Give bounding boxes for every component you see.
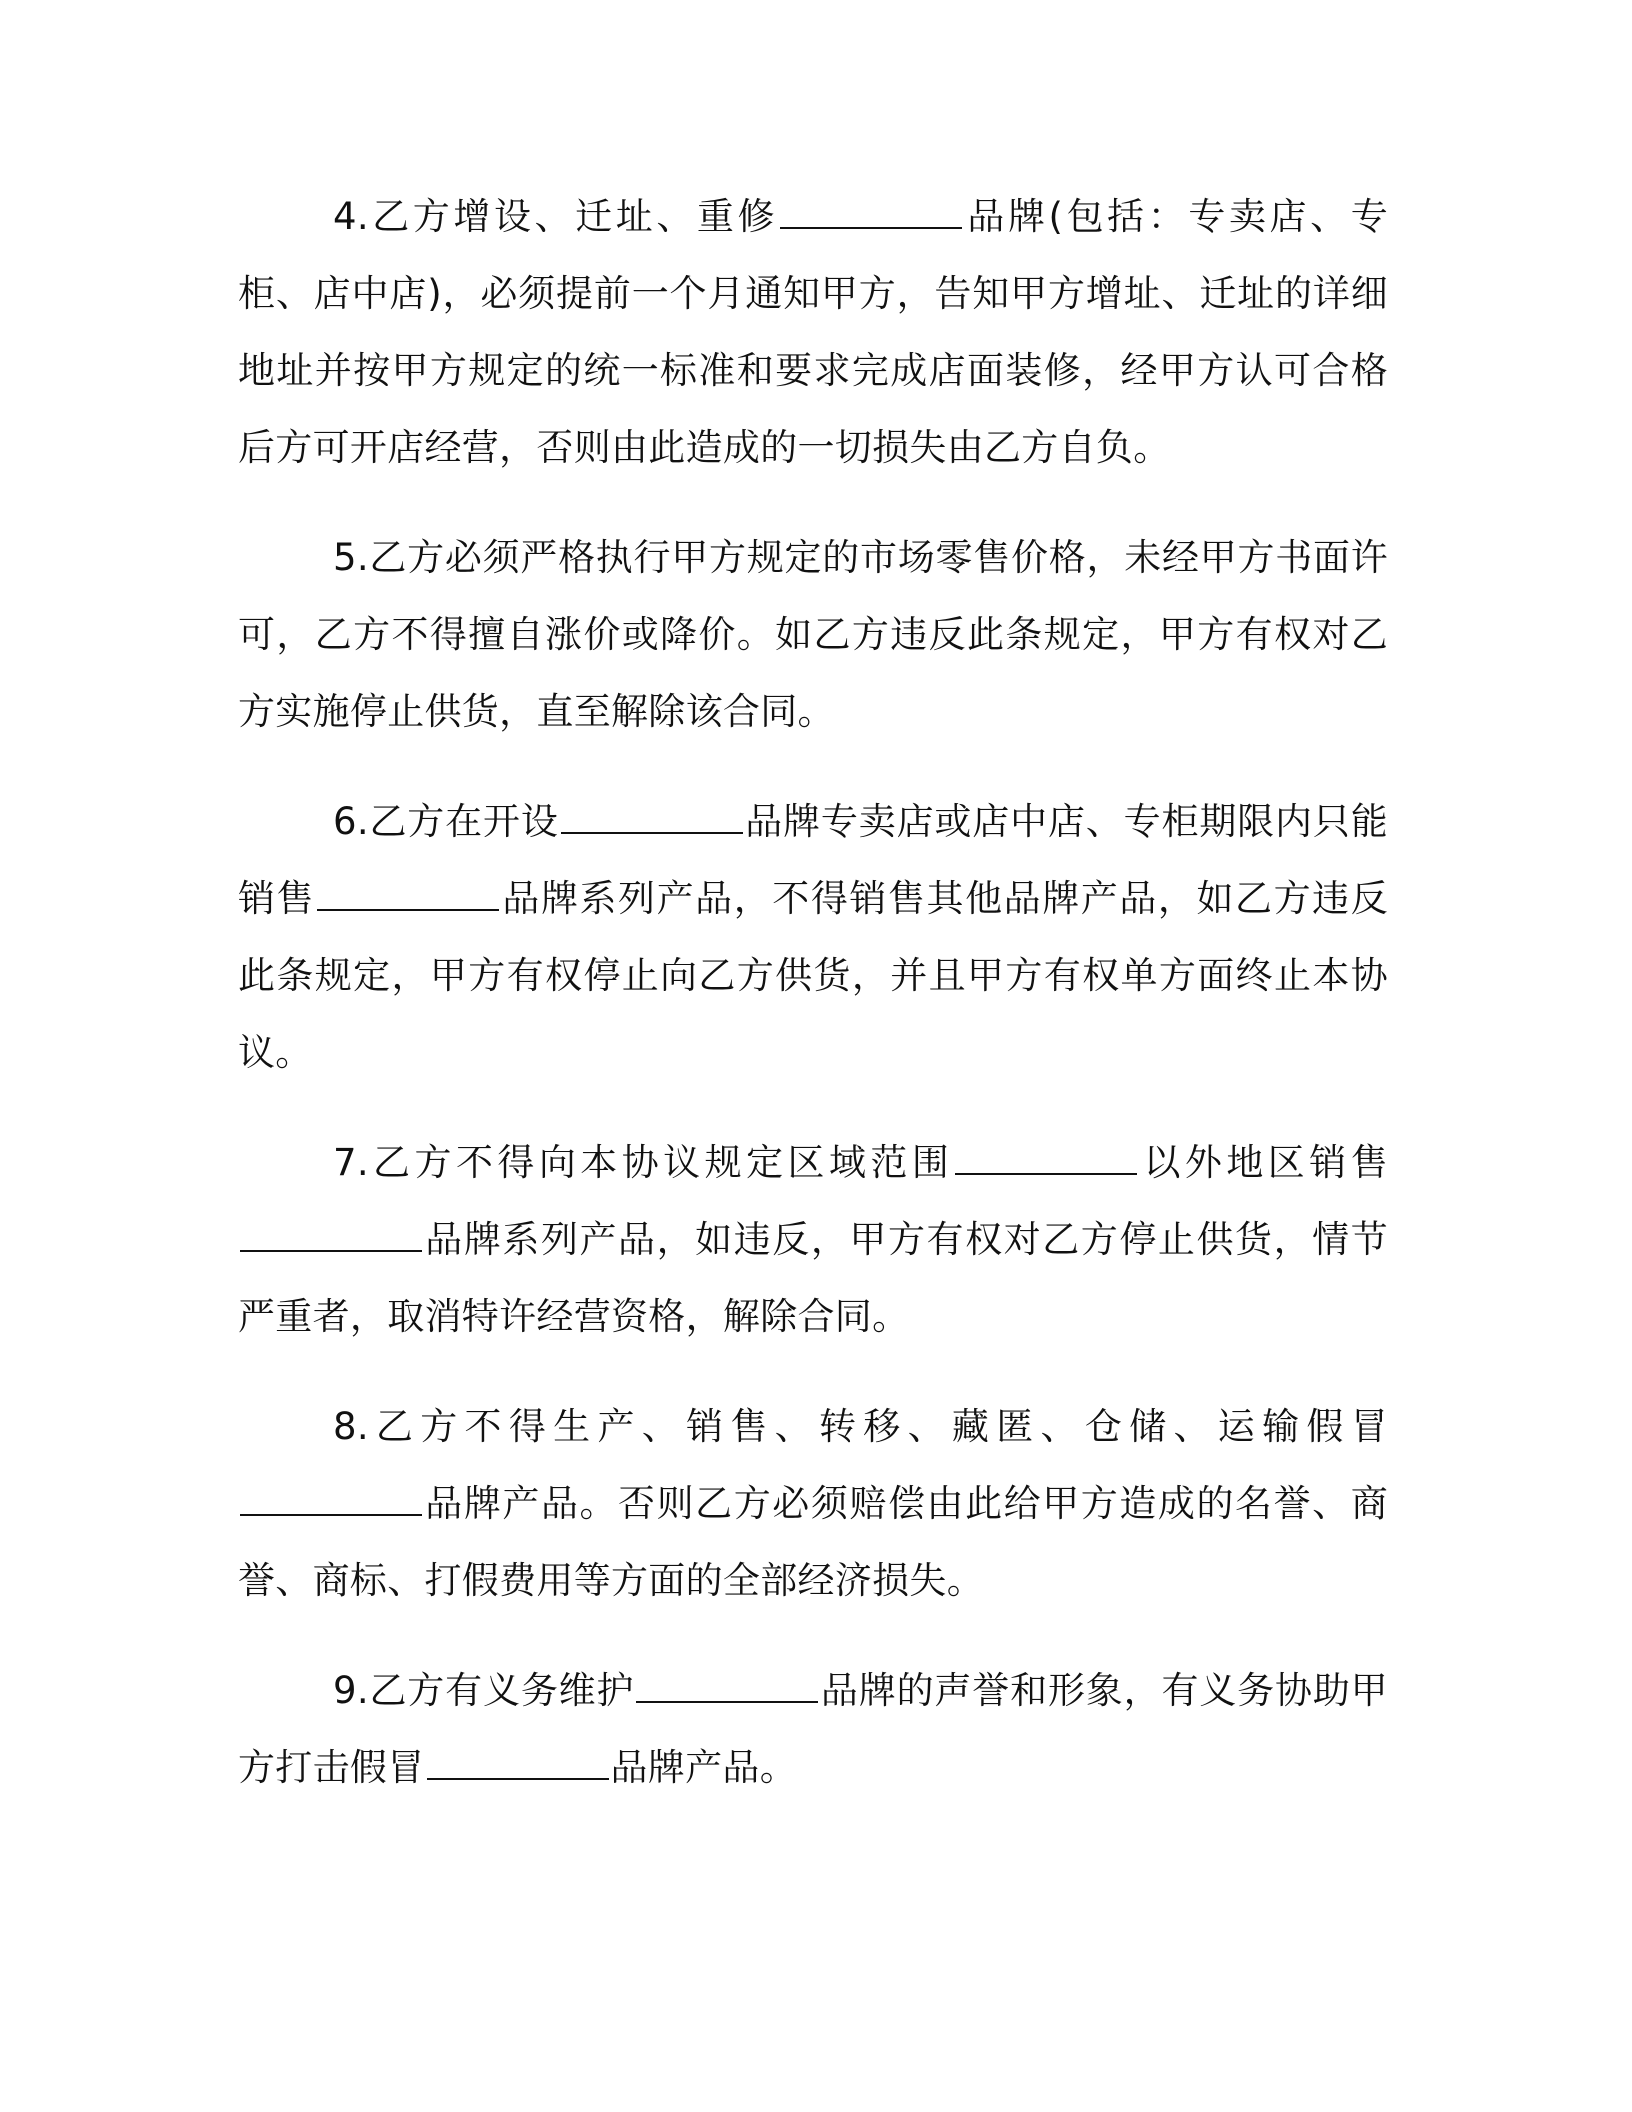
clause-6-text-1: 6.乙方在开设 xyxy=(333,800,559,843)
fill-in-blank xyxy=(561,802,743,834)
clause-5-paragraph xyxy=(238,519,1388,750)
clause-9-paragraph xyxy=(238,1652,1388,1806)
clause-8-paragraph xyxy=(238,1388,1388,1619)
clause-7-text-3: 品牌系列产品，如违反，甲方有权对乙方停止供货，情节严重者，取消特许经营资格，解除合同。 xyxy=(238,1218,1388,1338)
clause-6-paragraph xyxy=(238,783,1388,1091)
fill-in-blank xyxy=(317,879,499,911)
clause-7-text-1: 7.乙方不得向本协议规定区域范围 xyxy=(333,1141,954,1184)
clause-6-text-2: 品牌专卖店或店中店、专柜期限内只能销售 xyxy=(238,800,1388,920)
clause-9-text-1: 9.乙方有义务维护 xyxy=(333,1669,635,1712)
clause-4-paragraph xyxy=(238,178,1388,486)
fill-in-blank xyxy=(955,1143,1137,1175)
clause-4-text-2: 品牌(包括：专卖店、专柜、店中店)，必须提前一个月通知甲方，告知甲方增址、迁址的详细地址并按甲方规定的统一标准和要求完成店面装修，经甲方认可合格后方可开店经营，否则由此造成的一切损失由乙方自负。 xyxy=(238,195,1389,469)
fill-in-blank xyxy=(636,1671,818,1703)
clause-7-text-2: 以外地区销售 xyxy=(1139,1141,1388,1184)
fill-in-blank xyxy=(780,197,962,229)
fill-in-blank xyxy=(427,1748,609,1780)
clause-9-text-2: 品牌的声誉和形象，有义务协助甲方打击假冒 xyxy=(238,1669,1388,1789)
fill-in-blank xyxy=(240,1484,422,1516)
fill-in-blank xyxy=(240,1220,422,1252)
clause-8-text-1: 8.乙方不得生产、销售、转移、藏匿、仓储、运输假冒 xyxy=(333,1405,1388,1448)
clause-9-text-3: 品牌产品。 xyxy=(610,1746,797,1789)
clause-5-text-1: 5.乙方必须严格执行甲方规定的市场零售价格，未经甲方书面许可，乙方不得擅自涨价或降价。如乙方违反此条规定，甲方有权对乙方实施停止供货，直至解除该合同。 xyxy=(238,536,1388,733)
document-body xyxy=(238,178,1388,1839)
clause-6-text-3: 品牌系列产品，不得销售其他品牌产品，如乙方违反此条规定，甲方有权停止向乙方供货，并且甲方有权单方面终止本协议。 xyxy=(238,877,1388,1074)
clause-7-paragraph xyxy=(238,1124,1388,1355)
clause-8-text-2: 品牌产品。否则乙方必须赔偿由此给甲方造成的名誉、商誉、商标、打假费用等方面的全部经济损失。 xyxy=(238,1482,1388,1602)
clause-4-text-1: 4.乙方增设、迁址、重修 xyxy=(333,195,779,238)
